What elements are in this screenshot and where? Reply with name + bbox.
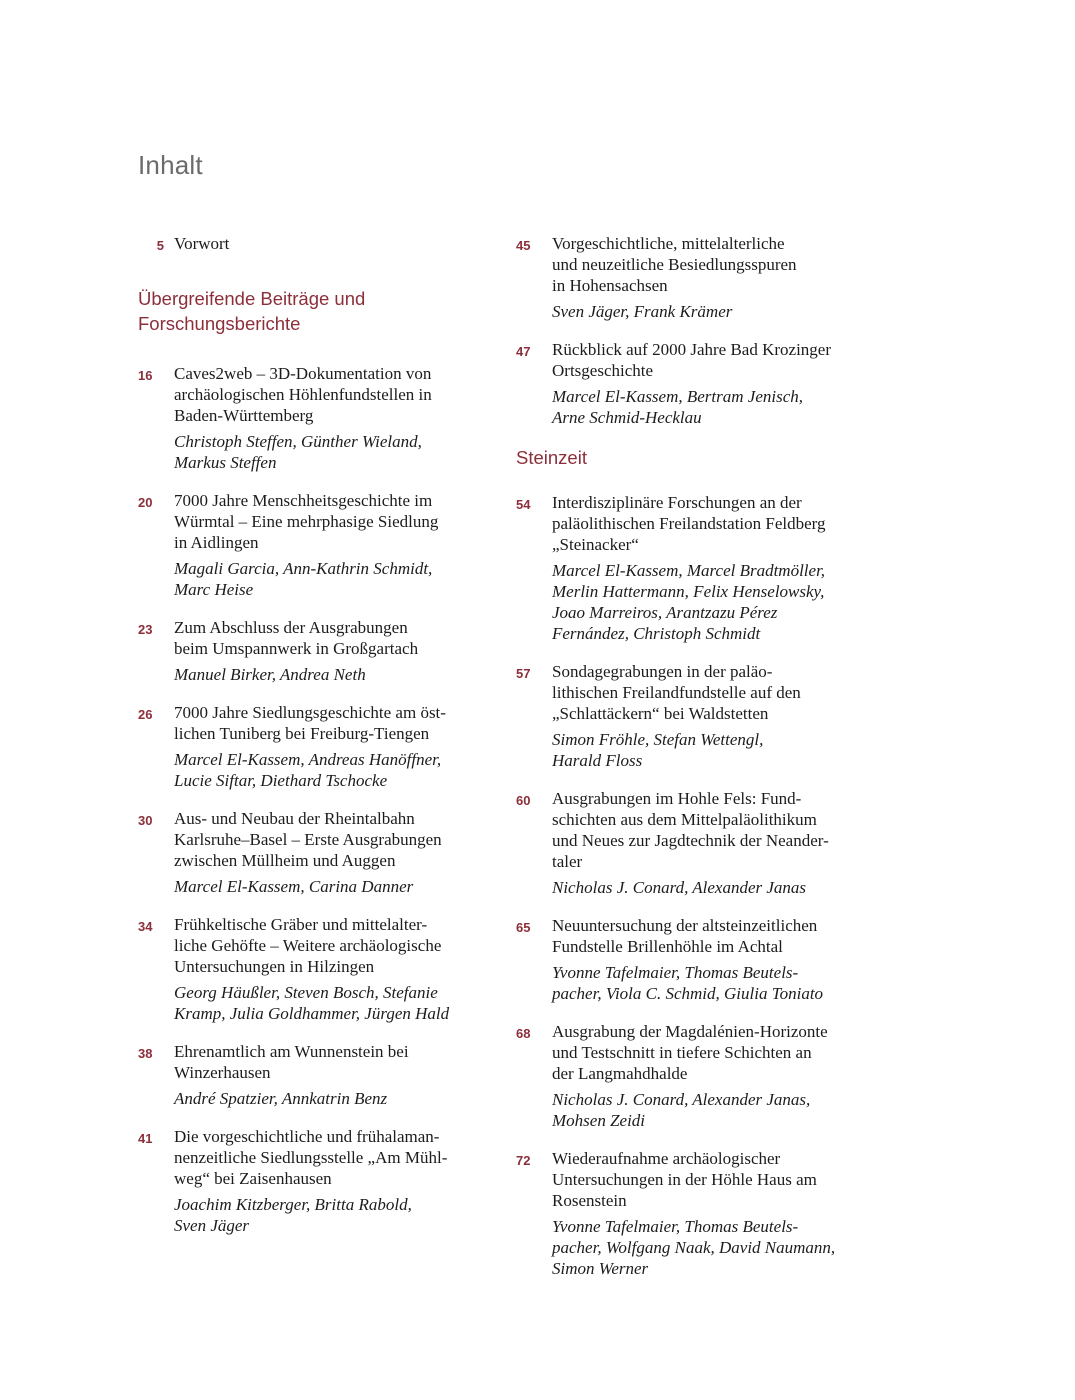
toc-entry-authors: Marcel El-Kassem, Marcel Bradtmöller, Merlin Hattermann, Felix Henselowsky, Joao Marreiros, Arantzazu Pérez Fernández, Christoph Schmidt <box>552 561 826 643</box>
toc-page-number: 5 <box>156 238 164 253</box>
toc-entry[interactable] <box>516 1148 876 1279</box>
toc-page-number: 30 <box>138 813 153 828</box>
toc-entry-title: Zum Abschluss der Ausgrabungen beim Umspannwerk in Großgartach <box>174 618 419 658</box>
toc-page-number: 20 <box>138 495 153 510</box>
toc-entry-authors: Manuel Birker, Andrea Neth <box>174 665 366 684</box>
toc-page-number: 60 <box>516 793 531 808</box>
toc-entry-title: Die vorgeschichtliche und frühalaman- nenzeitliche Siedlungsstelle „Am Mühl- weg“ bei Zaisenhausen <box>174 1127 448 1188</box>
toc-entry-title: Aus- und Neubau der Rheintalbahn Karlsruhe–Basel – Erste Ausgrabungen zwischen Müllheim und Auggen <box>174 809 442 870</box>
section-heading: Übergreifende Beiträge und Forschungsberichte <box>138 288 366 334</box>
toc-entry-authors: Marcel El-Kassem, Carina Danner <box>174 877 414 896</box>
toc-entry-title: Neuuntersuchung der altsteinzeitlichen Fundstelle Brillenhöhle im Achtal <box>552 916 818 956</box>
toc-entry[interactable] <box>516 233 876 322</box>
toc-page-number: 45 <box>516 238 531 253</box>
toc-entry[interactable] <box>516 661 876 771</box>
toc-page-number: 54 <box>516 497 531 512</box>
toc-page-number: 68 <box>516 1026 531 1041</box>
toc-entry-authors: Christoph Steffen, Günther Wieland, Markus Steffen <box>174 432 422 472</box>
toc-entry-title: Rückblick auf 2000 Jahre Bad Krozinger Ortsgeschichte <box>552 340 831 380</box>
section-heading: Steinzeit <box>516 447 587 468</box>
toc-entry-title: Sondagegrabungen in der paläo- lithischen Freilandfundstelle auf den „Schlattäckern“ bei Waldstetten <box>552 662 801 723</box>
page-title: Inhalt <box>138 150 203 180</box>
toc-entry-title: Vorgeschichtliche, mittelalterliche und neuzeitliche Besiedlungsspuren in Hohensachsen <box>552 234 797 295</box>
toc-page-number: 65 <box>516 920 531 935</box>
toc-entry-authors: Simon Fröhle, Stefan Wettengl, Harald Floss <box>552 730 764 770</box>
toc-entry-authors: Sven Jäger, Frank Krämer <box>552 302 733 321</box>
toc-entry-authors: Nicholas J. Conard, Alexander Janas <box>552 878 807 897</box>
toc-entry-title: Ausgrabungen im Hohle Fels: Fund- schichten aus dem Mittelpaläolithikum und Neues zur Jagdtechnik der Neander- taler <box>552 789 829 871</box>
toc-entry-title: Frühkeltische Gräber und mittelalter- liche Gehöfte – Weitere archäologische Untersuchungen in Hilzingen <box>174 915 442 976</box>
toc-entry[interactable] <box>138 1126 483 1236</box>
toc-entry-authors: Marcel El-Kassem, Bertram Jenisch, Arne Schmid-Hecklau <box>552 387 804 427</box>
toc-page-number: 34 <box>138 919 153 934</box>
toc-entry[interactable] <box>138 702 483 791</box>
toc-entry-title: Ausgrabung der Magdalénien-Horizonte und Testschnitt in tiefere Schichten an der Langmahdhalde <box>552 1022 828 1083</box>
toc-entry-authors: Magali Garcia, Ann-Kathrin Schmidt, Marc Heise <box>174 559 433 599</box>
toc-entry[interactable] <box>516 788 876 898</box>
toc-page-number: 47 <box>516 344 531 359</box>
toc-entry-authors: Yvonne Tafelmaier, Thomas Beutels- pacher, Viola C. Schmid, Giulia Toniato <box>552 963 824 1003</box>
toc-entry-title: 7000 Jahre Siedlungsgeschichte am öst- lichen Tuniberg bei Freiburg-Tiengen <box>174 703 446 743</box>
toc-entry-authors: Nicholas J. Conard, Alexander Janas, Mohsen Zeidi <box>552 1090 811 1130</box>
toc-entry[interactable] <box>138 233 483 256</box>
toc-entry-title: Interdisziplinäre Forschungen an der paläolithischen Freilandstation Feldberg „Steinacker“ <box>552 493 826 554</box>
toc-entry[interactable] <box>138 808 483 897</box>
toc-entry-authors: Marcel El-Kassem, Andreas Hanöffner, Lucie Siftar, Diethard Tschocke <box>174 750 442 790</box>
toc-entry-title: Ehrenamtlich am Wunnenstein bei Winzerhausen <box>174 1042 409 1082</box>
toc-page-number: 38 <box>138 1046 153 1061</box>
toc-entry-title: Vorwort <box>174 234 230 253</box>
toc-page-number: 57 <box>516 666 531 681</box>
toc-entry-title: Caves2web – 3D-Dokumentation von archäologischen Höhlenfundstellen in Baden-Württemberg <box>174 364 432 425</box>
toc-page-number: 72 <box>516 1153 531 1168</box>
toc-column-right <box>516 233 876 1296</box>
toc-entry[interactable] <box>516 492 876 644</box>
toc-entry-authors: Yvonne Tafelmaier, Thomas Beutels- pacher, Wolfgang Naak, David Naumann, Simon Werner <box>552 1217 836 1278</box>
toc-page-number: 26 <box>138 707 153 722</box>
toc-entry[interactable] <box>516 915 876 1004</box>
toc-entry-title: 7000 Jahre Menschheitsgeschichte im Würmtal – Eine mehrphasige Siedlung in Aidlingen <box>174 491 439 552</box>
toc-entry-authors: Georg Häußler, Steven Bosch, Stefanie Kramp, Julia Goldhammer, Jürgen Hald <box>174 983 450 1023</box>
toc-entry[interactable] <box>138 1041 483 1109</box>
toc-entry-authors: André Spatzier, Annkatrin Benz <box>174 1089 388 1108</box>
toc-entry[interactable] <box>516 1021 876 1131</box>
toc-entry[interactable] <box>138 617 483 685</box>
toc-page-number: 41 <box>138 1131 153 1146</box>
toc-entry[interactable] <box>516 339 876 428</box>
toc-entry[interactable] <box>138 490 483 600</box>
toc-entry-authors: Joachim Kitzberger, Britta Rabold, Sven Jäger <box>174 1195 412 1235</box>
toc-entry[interactable] <box>138 914 483 1024</box>
toc-entry-title: Wiederaufnahme archäologischer Untersuchungen in der Höhle Haus am Rosenstein <box>552 1149 817 1210</box>
toc-entry[interactable] <box>138 363 483 473</box>
toc-column-left <box>138 233 483 1253</box>
toc-page-number: 16 <box>138 368 153 383</box>
toc-page-number: 23 <box>138 622 153 637</box>
